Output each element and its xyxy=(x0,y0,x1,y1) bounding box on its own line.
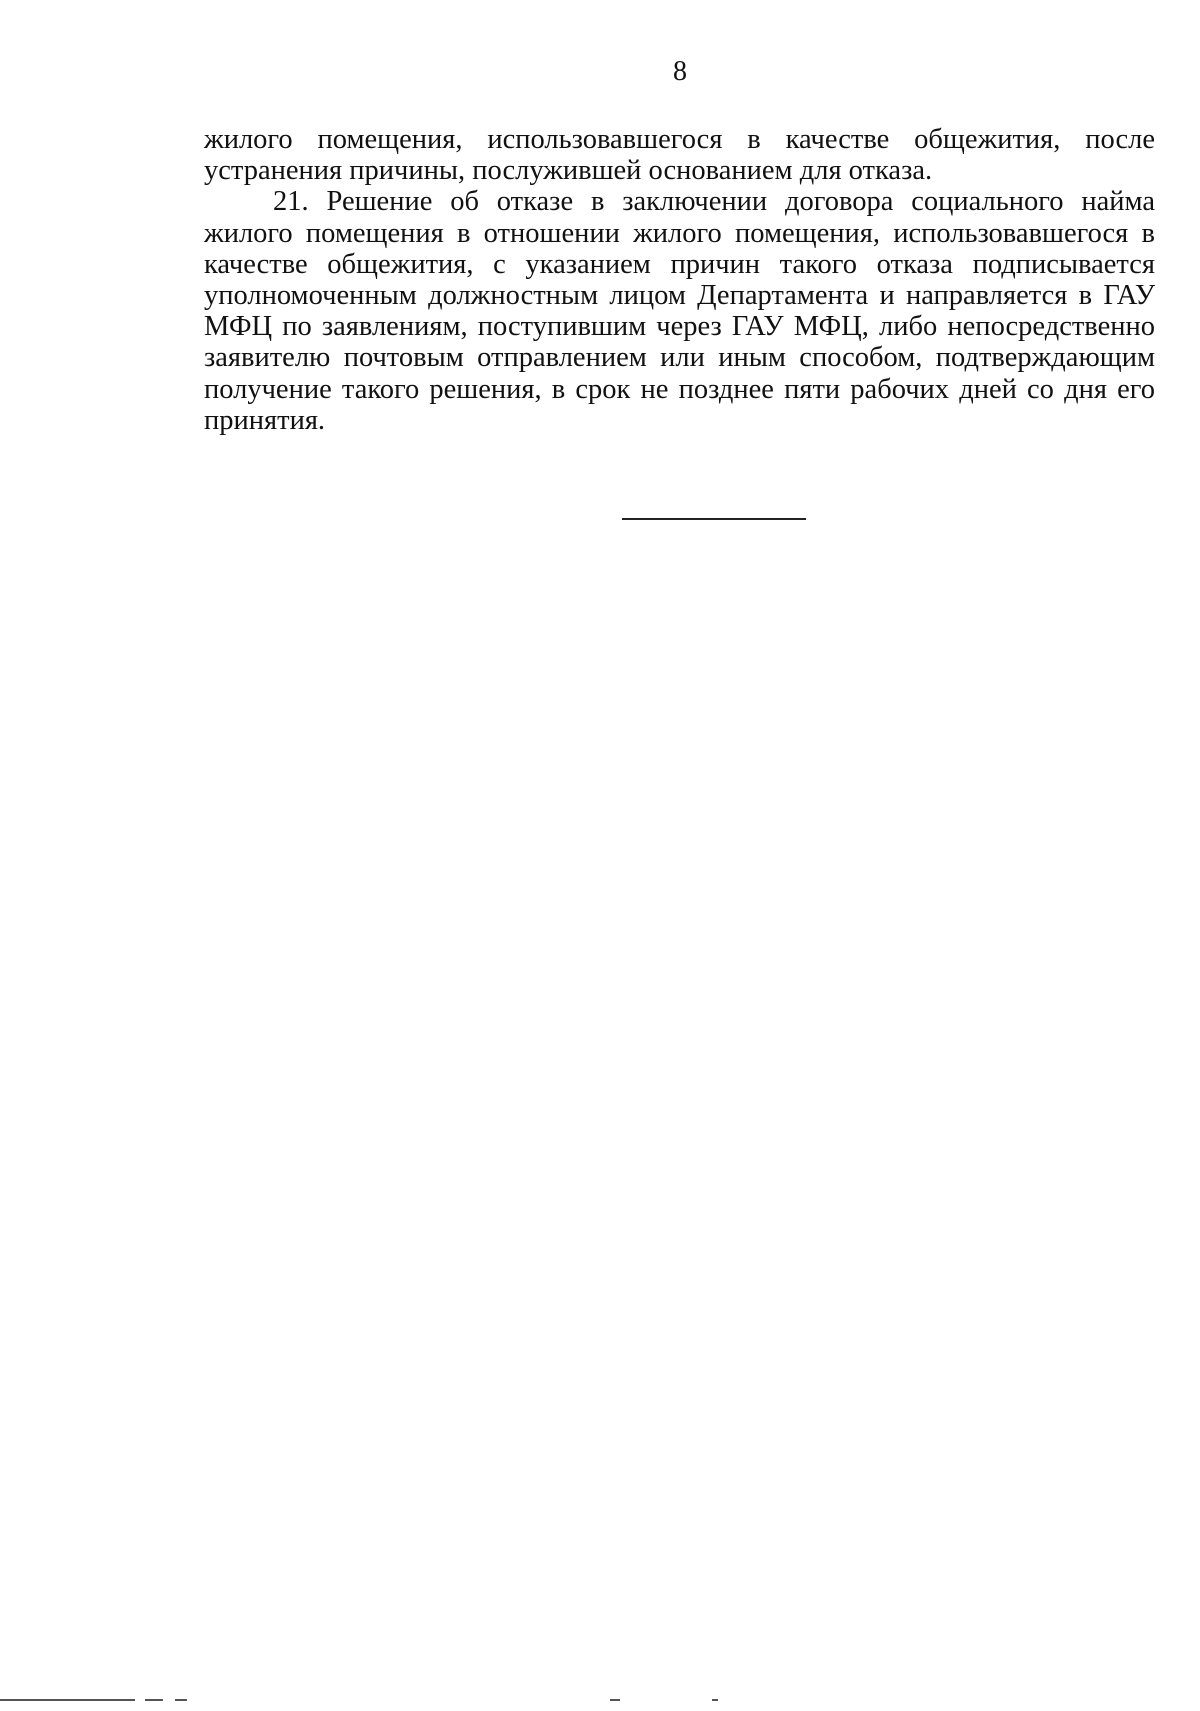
document-body xyxy=(204,124,1155,436)
paragraph-clause-21: 21. Решение об отказе в заключении договора социального найма жилого помещения в отношении жилого помещения, использовавшегося в качестве общежития, с указанием причин такого отказа подписывается уполномоченным должностным лицом Департамента и направляется в ГАУ МФЦ по заявлениям, поступившим через ГАУ МФЦ, либо непосредственно заявителю почтовым отправлением или иным способом, подтверждающим получение такого решения, в срок не позднее пяти рабочих дней со дня его принятия. xyxy=(204,186,1155,436)
end-of-text-rule xyxy=(622,518,806,520)
page-number: 8 xyxy=(673,56,687,87)
scan-edge-artifact xyxy=(0,1699,1200,1703)
paragraph-continuation: жилого помещения, использовавшегося в качестве общежития, после устранения причины, послужившей основанием для отказа. xyxy=(204,124,1155,187)
